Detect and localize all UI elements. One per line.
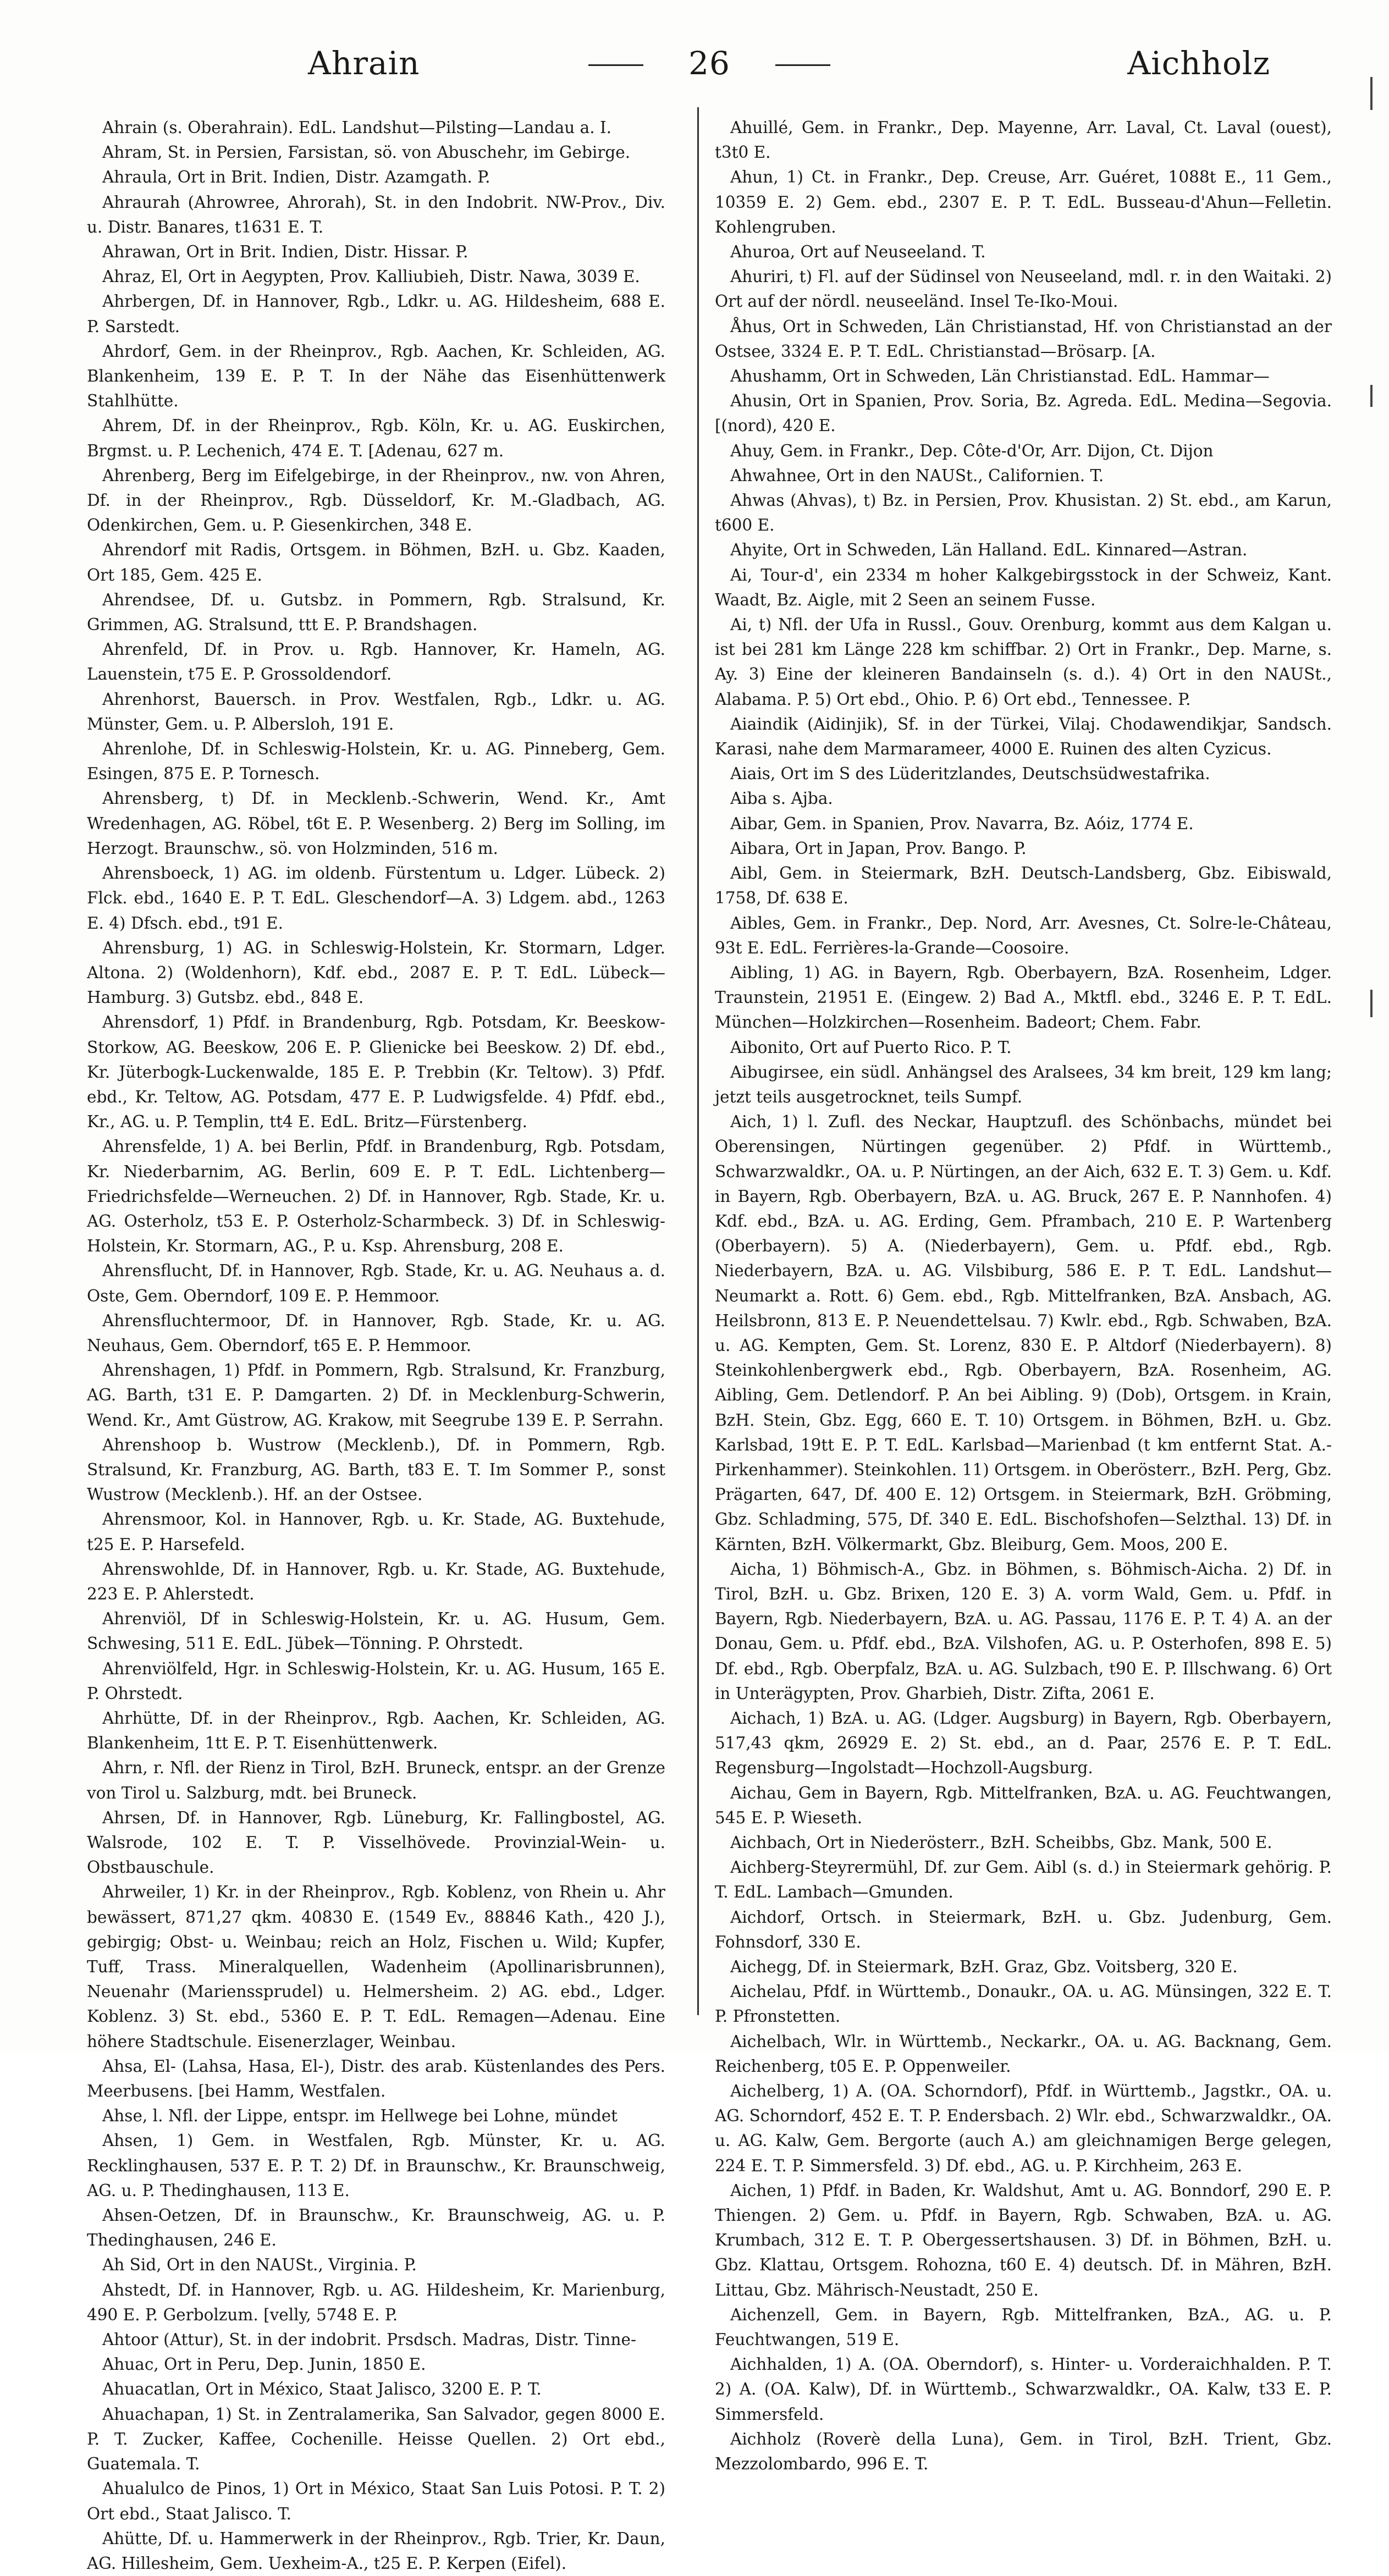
dictionary-entry: Ahrensburg, 1) AG. in Schleswig-Holstein, Kr. Stormarn, Ldger. Altona. 2) (Woldenhorn), Kdf. ebd., 2087 E. P. T. EdL. Lübeck—Hamburg. 3) Gutsbz. ebd., 848 E.: [87, 938, 665, 1007]
dictionary-entry: Ahwahnee, Ort in den NAUSt., Californien. T.: [730, 466, 1104, 485]
dictionary-entry: Ahrensboeck, 1) AG. im oldenb. Fürstentum u. Ldger. Lübeck. 2) Flck. ebd., 1640 E. P. T. EdL. Gleschendorf—A. 3) Ldgem. abd., 1263 E. 4) Dfsch. ebd., t91 E.: [87, 864, 665, 933]
dictionary-entry: Ahrhütte, Df. in der Rheinprov., Rgb. Aachen, Kr. Schleiden, AG. Blankenheim, 1tt E. P. T. Eisenhüttenwerk.: [87, 1709, 665, 1753]
dictionary-entry: Ahrain (s. Oberahrain). EdL. Landshut—Pilsting—Landau a. I.: [102, 118, 612, 137]
dictionary-entry: Ahram, St. in Persien, Farsistan, sö. von Abuschehr, im Gebirge.: [102, 143, 631, 162]
dictionary-entry: Ahrendorf mit Radis, Ortsgem. in Böhmen, BzH. u. Gbz. Kaaden, Ort 185, Gem. 425 E.: [87, 540, 665, 584]
dictionary-entry: Aichelberg, 1) A. (OA. Schorndorf), Pfdf. in Württemb., Jagstkr., OA. u. AG. Schorndorf, 452 E. T. P. Endersbach. 2) Wlr. ebd., Schwarzwaldkr., OA. u. AG. Kalw, Gem. Bergorte (auch A.) am gleichnamigen Berge gelegen, 224 E. T. P. Simmersfeld. 3) Df. ebd., AG. u. P. Kirchheim, 263 E.: [715, 2082, 1332, 2175]
dictionary-entry: Ai, t) Nfl. der Ufa in Russl., Gouv. Orenburg, kommt aus dem Kalgan u. ist bei 281 km Länge 228 km schiffbar. 2) Ort in Frankr., Dep. Marne, s. Ay. 3) Eine der kleineren Bandainseln (s. d.). 4) Ort in den NAUSt., Alabama. P. 5) Ort ebd., Ohio. P. 6) Ort ebd., Tennessee. P.: [715, 615, 1332, 709]
dictionary-entry: Ahrem, Df. in der Rheinprov., Rgb. Köln, Kr. u. AG. Euskirchen, Brgmst. u. P. Lechenich, 474 E. T. [Adenau, 627 m.: [87, 416, 665, 460]
dictionary-entry: Ai, Tour-d', ein 2334 m hoher Kalkgebirgsstock in der Schweiz, Kant. Waadt, Bz. Aigle, mit 2 Seen an seinem Fusse.: [715, 565, 1332, 609]
dictionary-entry: Ahuriri, t) Fl. auf der Südinsel von Neuseeland, mdl. r. in den Waitaki. 2) Ort auf der nördl. neuseeländ. Insel Te-Iko-Moui.: [715, 267, 1332, 311]
dictionary-entry: Ahrenviöl, Df in Schleswig-Holstein, Kr. u. AG. Husum, Gem. Schwesing, 511 E. EdL. Jübek—Tönning. P. Ohrstedt.: [87, 1609, 665, 1653]
dictionary-entry: Aibles, Gem. in Frankr., Dep. Nord, Arr. Avesnes, Ct. Solre-le-Château, 93t E. EdL. Ferrières-la-Grande—Coosoire.: [715, 913, 1332, 957]
dictionary-entry: Ahrenshagen, 1) Pfdf. in Pommern, Rgb. Stralsund, Kr. Franzburg, AG. Barth, t31 E. P. Damgarten. 2) Df. in Mecklenburg-Schwerin, Wend. Kr., Amt Güstrow, AG. Krakow, mit Seegrube 139 E. P. Serrahn.: [87, 1361, 665, 1430]
dictionary-entry: Aibara, Ort in Japan, Prov. Bango. P.: [730, 839, 1027, 858]
dictionary-entry: Aibl, Gem. in Steiermark, BzH. Deutsch-Landsberg, Gbz. Eibiswald, 1758, Df. 638 E.: [715, 864, 1332, 908]
dictionary-entry: Ahrensflucht, Df. in Hannover, Rgb. Stade, Kr. u. AG. Neuhaus a. d. Oste, Gem. Oberndorf, 109 E. P. Hemmoor.: [87, 1261, 665, 1305]
dictionary-entry: Aichelbach, Wlr. in Württemb., Neckarkr., OA. u. AG. Backnang, Gem. Reichenberg, t05 E. P. Oppenweiler.: [715, 2032, 1332, 2076]
page-edge-mark: [1370, 990, 1373, 1017]
dictionary-entry: Aichholz (Roverè della Luna), Gem. in Tirol, BzH. Trient, Gbz. Mezzolombardo, 996 E. T.: [715, 2429, 1332, 2474]
dictionary-entry: Ahrenshoop b. Wustrow (Mecklenb.), Df. in Pommern, Rgb. Stralsund, Kr. Franzburg, AG. Barth, t83 E. T. Im Sommer P., sonst Wustrow (Mecklenb.). Hf. an der Ostsee.: [87, 1435, 665, 1504]
dictionary-entry: Ah Sid, Ort in den NAUSt., Virginia. P.: [102, 2255, 417, 2275]
dictionary-entry: Ahrdorf, Gem. in der Rheinprov., Rgb. Aachen, Kr. Schleiden, AG. Blankenheim, 139 E. P. T. In der Nähe das Eisenhüttenwerk Stahlhütte.: [87, 341, 665, 411]
dictionary-entry: Ahütte, Df. u. Hammerwerk in der Rheinprov., Rgb. Trier, Kr. Daun, AG. Hillesheim, Gem. Uexheim-A., t25 E. P. Kerpen (Eifel).: [87, 2529, 665, 2573]
dictionary-entry: Ahyite, Ort in Schweden, Län Halland. EdL. Kinnared—Astran.: [730, 540, 1248, 560]
dictionary-entry: Ahrenlohe, Df. in Schleswig-Holstein, Kr. u. AG. Pinneberg, Gem. Esingen, 875 E. P. Tornesch.: [87, 740, 665, 784]
dictionary-entry: Aiaindik (Aidinjik), Sf. in der Türkei, Vilaj. Chodawendikjar, Sandsch. Karasi, nahe dem Marmarameer, 4000 E. Ruinen des alten Cyzicus.: [715, 714, 1332, 759]
dictionary-entry: Aichberg-Steyrermühl, Df. zur Gem. Aibl (s. d.) in Steiermark gehörig. P. T. EdL. Lambach—Gmunden.: [715, 1858, 1332, 1902]
header-dash-left: [588, 64, 643, 66]
dictionary-entry: Aiba s. Ajba.: [730, 789, 833, 808]
dictionary-entry: Aiais, Ort im S des Lüderitzlandes, Deutschsüdwestafrika.: [730, 764, 1210, 784]
left-column: [82, 115, 665, 2573]
running-head: [77, 38, 1336, 99]
dictionary-entry: Åhus, Ort in Schweden, Län Christianstad, Hf. von Christianstad an der Ostsee, 3324 E. P. T. EdL. Christianstad—Brösarp. [A.: [715, 317, 1332, 361]
dictionary-entry: Ahrensfelde, 1) A. bei Berlin, Pfdf. in Brandenburg, Rgb. Potsdam, Kr. Niederbarnim, AG. Berlin, 609 E. P. T. EdL. Lichtenberg—Friedrichsfelde—Werneuchen. 2) Df. in Hannover, Rgb. Stade, Kr. u. AG. Osterholz, t53 E. P. Osterholz-Scharmbeck. 3) Df. in Schleswig-Holstein, Kr. Stormarn, AG., P. u. Ksp. Ahrensburg, 208 E.: [87, 1137, 665, 1256]
dictionary-entry: Ahuacatlan, Ort in México, Staat Jalisco, 3200 E. P. T.: [102, 2380, 542, 2399]
dictionary-entry: Ahstedt, Df. in Hannover, Rgb. u. AG. Hildesheim, Kr. Marienburg, 490 E. P. Gerbolzum. [velly, 5748 E. P.: [87, 2280, 665, 2324]
dictionary-entry: Ahuachapan, 1) St. in Zentralamerika, San Salvador, gegen 8000 E. P. T. Zucker, Kaffee, Cochenille. Heisse Quellen. 2) Ort ebd., Guatemala. T.: [87, 2404, 665, 2474]
dictionary-entry: Ahuac, Ort in Peru, Dep. Junin, 1850 E.: [102, 2355, 426, 2374]
dictionary-entry: Ahrweiler, 1) Kr. in der Rheinprov., Rgb. Koblenz, von Rhein u. Ahr bewässert, 871,27 qkm. 40830 E. (1549 Ev., 88846 Kath., 420 J.), gebirgig; Obst- u. Weinbau; reich an Holz, Fischen u. Wild; Kupfer, Tuff, Trass. Mineralquellen, Wadenheim (Apollinarisbrunnen), Neuenahr (Marienssprudel) u. Helmersheim. 2) AG. ebd., Ldger. Koblenz. 3) St. ebd., 5360 E. P. T. EdL. Remagen—Adenau. Eine höhere Stadtschule. Eisenerzlager, Weinbau.: [87, 1883, 665, 2051]
dictionary-entry: Aichelau, Pfdf. in Württemb., Donaukr., OA. u. AG. Münsingen, 322 E. T. P. Pfronstetten.: [715, 1982, 1332, 2026]
dictionary-entry: Aicha, 1) Böhmisch-A., Gbz. in Böhmen, s. Böhmisch-Aicha. 2) Df. in Tirol, BzH. u. Gbz. Brixen, 120 E. 3) A. vorm Wald, Gem. u. Pfdf. in Bayern, Rgb. Niederbayern, BzA. u. AG. Passau, 1176 E. P. T. 4) A. an der Donau, Gem. u. Pfdf. ebd., BzA. Vilshofen, AG. u. P. Osterhofen, 898 E. 5) Df. ebd., Rgb. Oberpfalz, BzA. u. AG. Sulzbach, t90 E. P. Illschwang. 6) Ort in Unterägypten, Prov. Gharbieh, Distr. Zifta, 2061 E.: [715, 1559, 1332, 1703]
dictionary-entry: Ahuillé, Gem. in Frankr., Dep. Mayenne, Arr. Laval, Ct. Laval (ouest), t3t0 E.: [715, 118, 1332, 162]
page-edge-mark: [1370, 385, 1373, 407]
dictionary-entry: Aichdorf, Ortsch. in Steiermark, BzH. u. Gbz. Judenburg, Gem. Fohnsdorf, 330 E.: [715, 1907, 1332, 1951]
dictionary-entry: Aichach, 1) BzA. u. AG. (Ldger. Augsburg) in Bayern, Rgb. Oberbayern, 517,43 qkm, 26929 E. 2) St. ebd., an d. Paar, 2576 E. P. T. EdL. Regensburg—Ingolstadt—Hochzoll-Augsburg.: [715, 1709, 1332, 1778]
dictionary-entry: Ahuy, Gem. in Frankr., Dep. Côte-d'Or, Arr. Dijon, Ct. Dijon: [730, 441, 1214, 460]
dictionary-entry: Ahsen, 1) Gem. in Westfalen, Rgb. Münster, Kr. u. AG. Recklinghausen, 537 E. P. T. 2) Df. in Braunschw., Kr. Braunschweig, AG. u. P. Thedinghausen, 113 E.: [87, 2131, 665, 2200]
dictionary-entry: Ahrawan, Ort in Brit. Indien, Distr. Hissar. P.: [102, 242, 468, 262]
dictionary-entry: Aibar, Gem. in Spanien, Prov. Navarra, Bz. Aóiz, 1774 E.: [730, 814, 1194, 833]
dictionary-entry: Ahrensmoor, Kol. in Hannover, Rgb. u. Kr. Stade, AG. Buxtehude, t25 E. P. Harsefeld.: [87, 1510, 665, 1554]
dictionary-entry: Ahrenfeld, Df. in Prov. u. Rgb. Hannover, Kr. Hameln, AG. Lauenstein, t75 E. P. Grossoldendorf.: [87, 640, 665, 684]
dictionary-entry: Aibonito, Ort auf Puerto Rico. P. T.: [730, 1038, 1012, 1057]
dictionary-entry: Aibling, 1) AG. in Bayern, Rgb. Oberbayern, BzA. Rosenheim, Ldger. Traunstein, 21951 E. (Eingew. 2) Bad A., Mktfl. ebd., 3246 E. P. T. EdL. München—Holzkirchen—Rosenheim. Badeort; Chem. Fabr.: [715, 963, 1332, 1032]
dictionary-entry: Ahushamm, Ort in Schweden, Län Christianstad. EdL. Hammar—: [730, 367, 1270, 386]
dictionary-entry: Aich, 1) l. Zufl. des Neckar, Hauptzufl. des Schönbachs, mündet bei Oberensingen, Nürtingen gegenüber. 2) Pfdf. in Württemb., Schwarzwaldkr., OA. u. P. Nürtingen, an der Aich, 632 E. T. 3) Gem. u. Kdf. in Bayern, Rgb. Oberbayern, BzA. u. AG. Bruck, 267 E. P. Nannhofen. 4) Kdf. ebd., BzA. u. AG. Erding, Gem. Pframbach, 210 E. P. Wartenberg (Oberbayern). 5) A. (Niederbayern), Gem. u. Pfdf. ebd., Rgb. Niederbayern, BzA. u. AG. Vilsbiburg, 586 E. P. T. EdL. Landshut—Neumarkt a. Rott. 6) Gem. ebd., Rgb. Mittelfranken, BzA. Ansbach, AG. Heilsbronn, 813 E. P. Neuendettelsau. 7) Kwlr. ebd., Rgb. Schwaben, BzA. u. AG. Kempten, Gem. St. Lorenz, 830 E. P. Altdorf (Niederbayern). 8) Steinkohlenbergwerk ebd., Rgb. Oberbayern, BzA. Rosenheim, AG. Aibling, Gem. Detlendorf. P. An bei Aibling. 9) (Dob), Ortsgem. in Krain, BzH. Stein, Gbz. Egg, 660 E. T. 10) Ortsgem. in Böhmen, BzH. u. Gbz. Karlsbad, 19tt E. P. T. EdL. Karlsbad—Marienbad (t km entfernt Stat. A.-Pirkenhammer). Steinkohlen. 11) Ortsgem. in Oberösterr., BzH. Perg, Gbz. Prägarten, 647, Df. 400 E. 12) Ortsgem. in Steiermark, BzH. Gröbming, Gbz. Schladming, 575, Df. 340 E. EdL. Bischofshofen—Selzthal. 13) Df. in Kärnten, BzH. Völkermarkt, Gbz. Bleiburg, Gem. Moos, 200 E.: [715, 1112, 1332, 1554]
dictionary-entry: Aichen, 1) Pfdf. in Baden, Kr. Waldshut, Amt u. AG. Bonndorf, 290 E. P. Thiengen. 2) Gem. u. Pfdf. in Bayern, Rgb. Schwaben, BzA. u. AG. Krumbach, 312 E. T. P. Obergessertshausen. 3) Df. in Böhmen, BzH. u. Gbz. Klattau, Ortsgem. Rohozna, t60 E. 4) deutsch. Df. in Mähren, BzH. Littau, Gbz. Mährisch-Neustadt, 250 E.: [715, 2181, 1332, 2299]
dictionary-entry: Ahun, 1) Ct. in Frankr., Dep. Creuse, Arr. Guéret, 1088t E., 11 Gem., 10359 E. 2) Gem. ebd., 2307 E. P. T. EdL. Busseau-d'Ahun—Felletin. Kohlengruben.: [715, 168, 1332, 236]
dictionary-entry: Ahtoor (Attur), St. in der indobrit. Prsdsch. Madras, Distr. Tinne-: [102, 2330, 636, 2349]
right-column: [710, 115, 1332, 2474]
dictionary-entry: Aichenzell, Gem. in Bayern, Rgb. Mittelfranken, BzA., AG. u. P. Feuchtwangen, 519 E.: [715, 2305, 1332, 2349]
page-edge-mark: [1370, 77, 1373, 110]
dictionary-entry: Aibugirsee, ein südl. Anhängsel des Aralsees, 34 km breit, 129 km lang; jetzt teils ausgetrocknet, teils Sumpf.: [715, 1062, 1332, 1106]
dictionary-entry: Ahrsen, Df. in Hannover, Rgb. Lüneburg, Kr. Fallingbostel, AG. Walsrode, 102 E. T. P. Visselhövede. Provinzial-Wein- u. Obstbauschule.: [87, 1808, 665, 1877]
dictionary-entry: Ahse, l. Nfl. der Lippe, entspr. im Hellwege bei Lohne, mündet: [102, 2106, 618, 2126]
dictionary-entry: Ahrenberg, Berg im Eifelgebirge, in der Rheinprov., nw. von Ahren, Df. in der Rheinprov., Rgb. Düsseldorf, Kr. M.-Gladbach, AG. Odenkirchen, Gem. u. P. Giesenkirchen, 348 E.: [87, 466, 665, 535]
dictionary-entry: Ahrenhorst, Bauersch. in Prov. Westfalen, Rgb., Ldkr. u. AG. Münster, Gem. u. P. Albersloh, 191 E.: [87, 689, 665, 733]
dictionary-entry: Ahualulco de Pinos, 1) Ort in México, Staat San Luis Potosi. P. T. 2) Ort ebd., Staat Jalisco. T.: [87, 2479, 665, 2523]
dictionary-entry: Ahrensfluchtermoor, Df. in Hannover, Rgb. Stade, Kr. u. AG. Neuhaus, Gem. Oberndorf, t65 E. P. Hemmoor.: [87, 1311, 665, 1355]
dictionary-entry: Ahrn, r. Nfl. der Rienz in Tirol, BzH. Bruneck, entspr. an der Grenze von Tirol u. Salzburg, mdt. bei Bruneck.: [87, 1758, 665, 1802]
header-last-entry: Aichholz: [1127, 45, 1270, 82]
dictionary-entry: Ahraula, Ort in Brit. Indien, Distr. Azamgath. P.: [102, 168, 490, 187]
dictionary-entry: Ahsen-Oetzen, Df. in Braunschw., Kr. Braunschweig, AG. u. P. Thedinghausen, 246 E.: [87, 2206, 665, 2250]
dictionary-entry: Ahraz, El, Ort in Aegypten, Prov. Kalliubieh, Distr. Nawa, 3039 E.: [102, 267, 640, 286]
page-number: 26: [688, 45, 730, 82]
dictionary-entry: Ahrbergen, Df. in Hannover, Rgb., Ldkr. u. AG. Hildesheim, 688 E. P. Sarstedt.: [87, 292, 665, 336]
header-dash-right: [775, 64, 830, 66]
dictionary-entry: Ahusin, Ort in Spanien, Prov. Soria, Bz. Agreda. EdL. Medina—Segovia. [(nord), 420 E.: [715, 391, 1332, 435]
dictionary-entry: Ahrensberg, t) Df. in Mecklenb.-Schwerin, Wend. Kr., Amt Wredenhagen, AG. Röbel, t6t E. P. Wesenberg. 2) Berg im Solling, im Herzogt. Braunschw., sö. von Holzminden, 516 m.: [87, 789, 665, 858]
dictionary-entry: Ahwas (Ahvas), t) Bz. in Persien, Prov. Khusistan. 2) St. ebd., am Karun, t600 E.: [715, 491, 1332, 535]
dictionary-entry: Ahrendsee, Df. u. Gutsbz. in Pommern, Rgb. Stralsund, Kr. Grimmen, AG. Stralsund, ttt E. P. Brandshagen.: [87, 590, 665, 635]
dictionary-entry: Ahrenviölfeld, Hgr. in Schleswig-Holstein, Kr. u. AG. Husum, 165 E. P. Ohrstedt.: [87, 1659, 665, 1703]
column-divider: [697, 107, 699, 2015]
dictionary-entry: Ahraurah (Ahrowree, Ahrorah), St. in den Indobrit. NW-Prov., Div. u. Distr. Banares, t1631 E. T.: [87, 192, 665, 236]
dictionary-entry: Ahrensdorf, 1) Pfdf. in Brandenburg, Rgb. Potsdam, Kr. Beeskow-Storkow, AG. Beeskow, 206 E. P. Glienicke bei Beeskow. 2) Df. ebd., Kr. Jüterbogk-Luckenwalde, 185 E. P. Trebbin (Kr. Teltow). 3) Pfdf. ebd., Kr. Teltow, AG. Potsdam, 477 E. P. Ludwigsfelde. 4) Pfdf. ebd., Kr., AG. u. P. Templin, tt4 E. EdL. Britz—Fürstenberg.: [87, 1013, 665, 1132]
dictionary-entry: Ahuroa, Ort auf Neuseeland. T.: [730, 242, 986, 262]
header-first-entry: Ahrain: [308, 45, 420, 82]
dictionary-entry: Aichegg, Df. in Steiermark, BzH. Graz, Gbz. Voitsberg, 320 E.: [730, 1957, 1238, 1977]
dictionary-entry: Aichhalden, 1) A. (OA. Oberndorf), s. Hinter- u. Vorderaichhalden. P. T. 2) A. (OA. Kalw), Df. in Württemb., Schwarzwaldkr., OA. Kalw, t33 E. P. Simmersfeld.: [715, 2355, 1332, 2424]
dictionary-entry: Aichau, Gem in Bayern, Rgb. Mittelfranken, BzA. u. AG. Feuchtwangen, 545 E. P. Wieseth.: [715, 1783, 1332, 1827]
dictionary-entry: Ahrenswohlde, Df. in Hannover, Rgb. u. Kr. Stade, AG. Buxtehude, 223 E. P. Ahlerstedt.: [87, 1559, 665, 1603]
dictionary-entry: Aichbach, Ort in Niederösterr., BzH. Scheibbs, Gbz. Mank, 500 E.: [730, 1833, 1272, 1852]
dictionary-entry: Ahsa, El- (Lahsa, Hasa, El-), Distr. des arab. Küstenlandes des Pers. Meerbusens. [bei Hamm, Westfalen.: [87, 2056, 665, 2101]
